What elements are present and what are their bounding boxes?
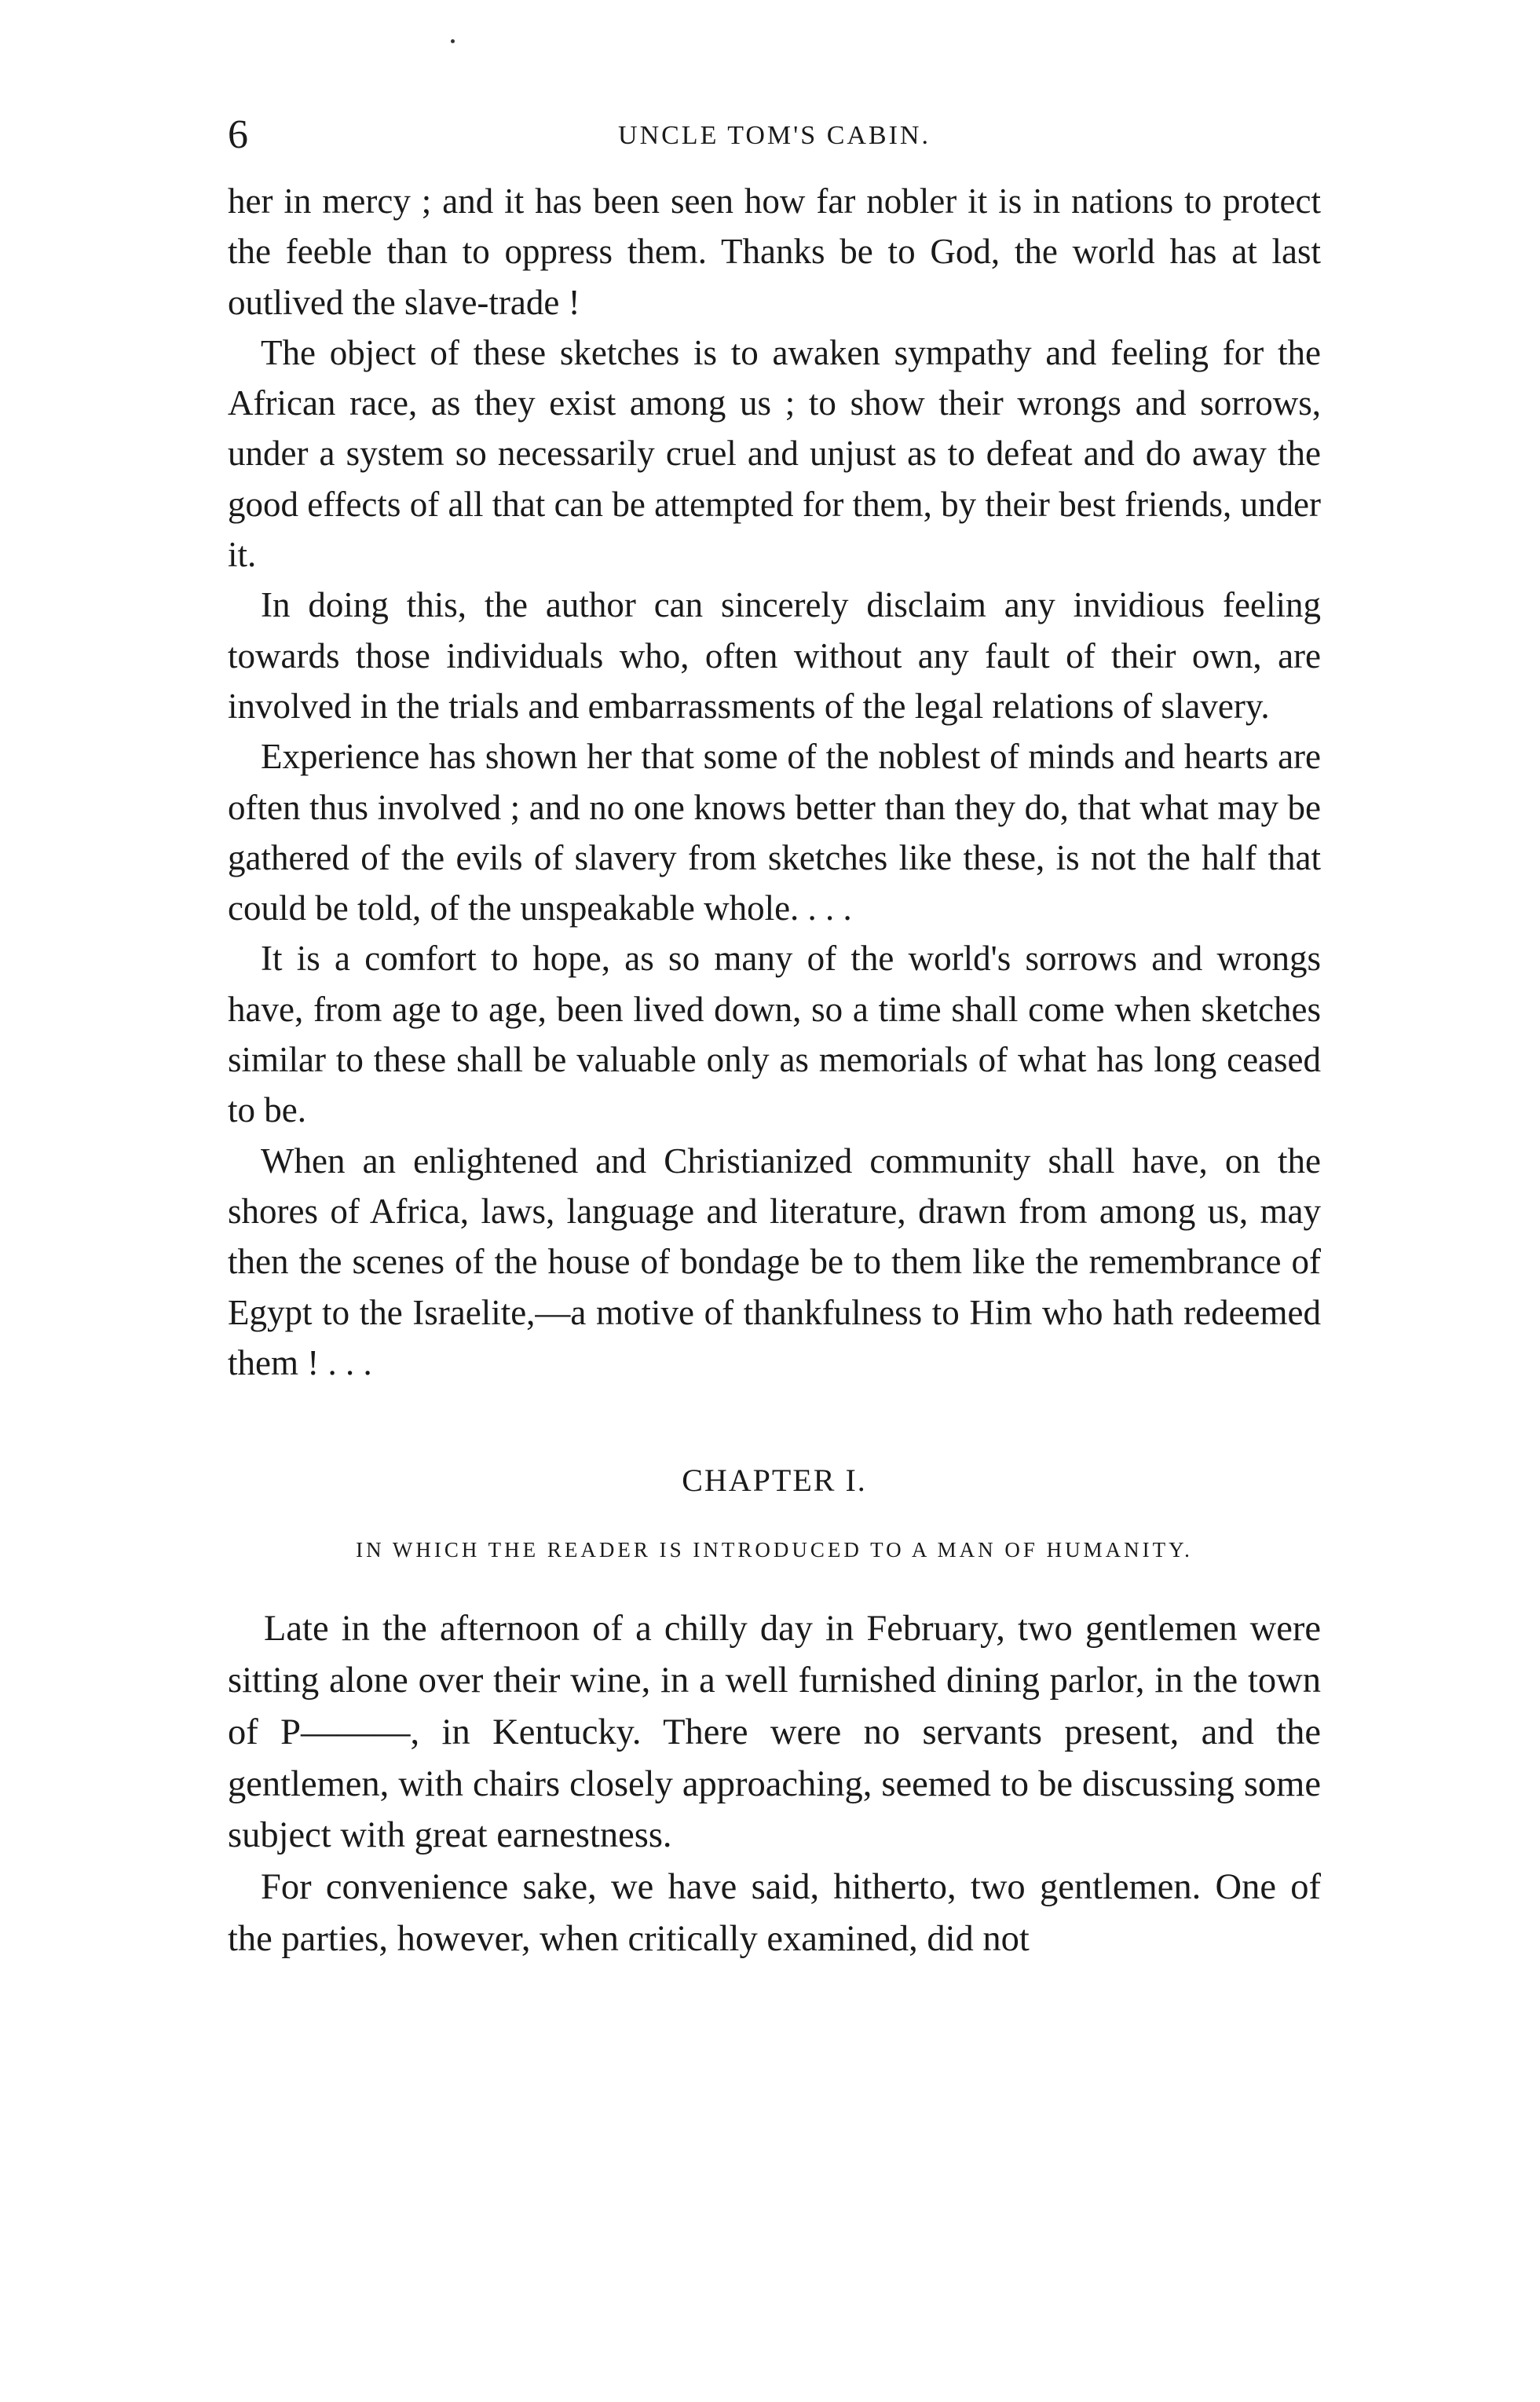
preface-paragraph: It is a comfort to hope, as so many of the world's sorrows and wrongs have, from age to age, been lived down, so a time shall come when sketches similar to these shall be valuable only as memorials of what has long ceased to be. <box>228 939 1321 1130</box>
page-header <box>228 112 1321 159</box>
preface-paragraph: The object of these sketches is to awaken sympathy and feeling for the African race, as they exist among us ; to show their wrongs and sorrows, under a system so necessarily cruel and unjust as to defeat and do away the good effects of all that can be attempted for them, by their best friends, under it. <box>228 332 1321 575</box>
preface-paragraph: Experience has shown her that some of the noblest of minds and hearts are often thus involved ; and no one knows better than they do, that what may be gathered of the evils of slavery from sketches like these, is not the half that could be told, of the unspeakable whole. . . . <box>228 737 1321 928</box>
preface-paragraph: In doing this, the author can sincerely disclaim any invidious feeling towards those individuals who, often without any fault of their own, are involved in the trials and embarrassments of the legal relations of slavery. <box>228 585 1321 726</box>
chapter-paragraph: For convenience sake, we have said, hitherto, two gentlemen. One of the parties, however, when critically examined, did not <box>228 1867 1321 1959</box>
chapter-subtitle: IN WHICH THE READER IS INTRODUCED TO A MAN OF HUMANITY. <box>356 1538 1193 1562</box>
page-number: 6 <box>228 112 248 157</box>
chapter-paragraph: Late in the afternoon of a chilly day in February, two gentlemen were sitting alone over their wine, in a well furnished dining parlor, in the town of P———, in Kentucky. There were no servants present, and the gentlemen, with chairs closely approaching, seemed to be discussing some subject with great earnestness. <box>228 1609 1321 1856</box>
preface-paragraph: her in mercy ; and it has been seen how far nobler it is in nations to protect the feeble than to oppress them. Thanks be to God, the world has at last outlived the slave-trade ! <box>228 181 1321 322</box>
page-body <box>228 176 1321 1965</box>
preface-paragraph: When an enlightened and Christianized community shall have, on the shores of Africa, laws, language and literature, drawn from among us, may then the scenes of the house of bondage be to them like the remembrance of Egypt to the Israelite,—a motive of thankfulness to Him who hath redeemed them ! . . . <box>228 1141 1321 1382</box>
ink-speck <box>451 39 455 43</box>
chapter-title: CHAPTER I. <box>682 1463 867 1499</box>
running-title: UNCLE TOM'S CABIN. <box>618 121 931 150</box>
chapter-body <box>228 1603 1321 1965</box>
